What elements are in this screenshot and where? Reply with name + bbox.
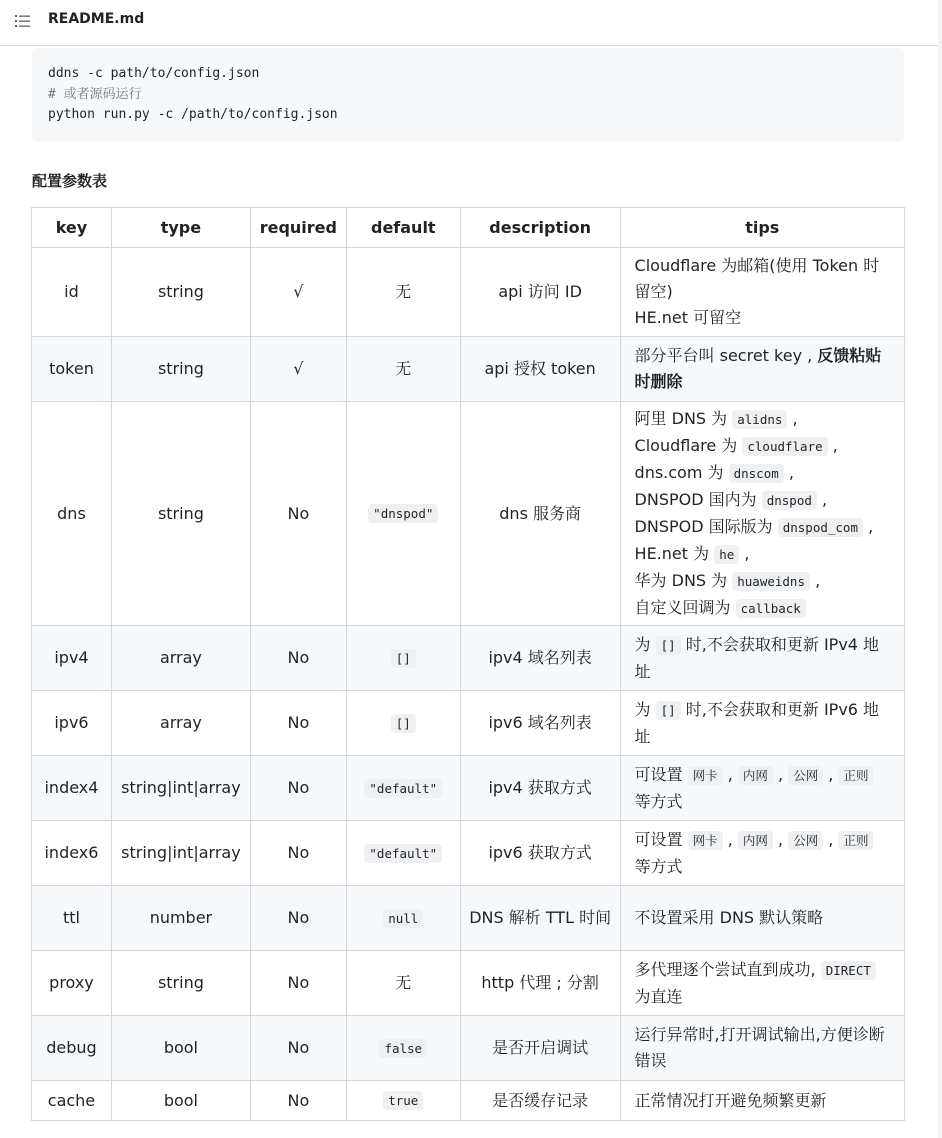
- cell-type: array: [111, 691, 250, 756]
- default-code: false: [379, 1039, 427, 1058]
- tips-text: dns.com 为: [634, 462, 729, 482]
- cell-default: [346, 691, 460, 756]
- cell-type: string: [111, 248, 250, 337]
- cell-required: No: [250, 1081, 346, 1121]
- default-code: null: [383, 909, 423, 928]
- cell-required: No: [250, 886, 346, 951]
- tips-sep: ,: [722, 829, 738, 849]
- table-row: [32, 248, 905, 337]
- cell-description: dns 服务商: [460, 402, 620, 626]
- cell-required: No: [250, 626, 346, 691]
- inline-code: 正则: [838, 831, 873, 850]
- cell-description: http 代理 ; 分割: [460, 951, 620, 1016]
- cell-tips: [620, 402, 904, 626]
- inline-code: alidns: [732, 410, 787, 429]
- tips-text: HE.net 为: [634, 543, 715, 563]
- tips-text: 可设置: [634, 764, 688, 784]
- tips-line: [635, 487, 892, 514]
- col-header-default: default: [346, 208, 460, 248]
- tips-line: Cloudflare 为邮箱(使用 Token 时留空): [634, 256, 880, 301]
- table-row: [32, 626, 905, 691]
- inline-code: 正则: [838, 766, 873, 785]
- default-code: []: [391, 649, 416, 668]
- cell-default: 无: [346, 337, 460, 402]
- cell-key: token: [32, 337, 112, 402]
- cell-default: [346, 886, 460, 951]
- cell-key: proxy: [32, 951, 112, 1016]
- cell-tips: [620, 821, 904, 886]
- cell-type: string|int|array: [111, 821, 250, 886]
- inline-code: 内网: [738, 831, 773, 850]
- tips-text: 为: [634, 699, 656, 719]
- tips-text: ,: [816, 489, 828, 509]
- tips-text: DNSPOD 国内为: [634, 489, 762, 509]
- cell-required: No: [250, 756, 346, 821]
- section-title: 配置参数表: [32, 172, 108, 190]
- tips-sep: ,: [772, 829, 789, 849]
- table-row: [32, 1016, 905, 1081]
- cell-required: No: [250, 951, 346, 1016]
- table-header-row: [32, 208, 905, 248]
- tips-text: ,: [787, 408, 798, 428]
- col-header-required: required: [250, 208, 346, 248]
- inline-code: 公网: [788, 831, 823, 850]
- file-header: [0, 0, 942, 46]
- cell-tips: 不设置采用 DNS 默认策略: [620, 886, 904, 951]
- cell-tips: [620, 248, 904, 337]
- cell-type: number: [111, 886, 250, 951]
- cell-type: string: [111, 951, 250, 1016]
- default-code: "default": [364, 844, 442, 863]
- tips-line: [635, 541, 892, 568]
- cell-required: No: [250, 821, 346, 886]
- tips-text: 多代理逐个尝试直到成功,: [634, 959, 821, 979]
- cell-required: √: [250, 248, 346, 337]
- cell-default: 无: [346, 951, 460, 1016]
- tips-sep: ,: [772, 764, 789, 784]
- code-line: python run.py -c /path/to/config.json: [48, 107, 338, 122]
- cell-type: bool: [111, 1081, 250, 1121]
- inline-code: dnscom: [729, 464, 784, 483]
- inline-code: 公网: [788, 766, 823, 785]
- cell-description: ipv6 获取方式: [460, 821, 620, 886]
- cell-key: index4: [32, 756, 112, 821]
- inline-code: dnspod: [762, 491, 817, 510]
- code-line: ddns -c path/to/config.json: [48, 66, 260, 81]
- cell-tips: [620, 756, 904, 821]
- tips-line: [635, 406, 892, 433]
- inline-code: DIRECT: [821, 961, 876, 980]
- tips-text: 可设置: [634, 829, 688, 849]
- tips-text: 时,不会获取和更新 IPv4 地址: [634, 634, 880, 681]
- cell-type: bool: [111, 1016, 250, 1081]
- scrollbar[interactable]: [938, 0, 942, 1138]
- tips-line: [635, 595, 892, 622]
- cell-tips: [620, 626, 904, 691]
- col-header-type: type: [111, 208, 250, 248]
- cell-description: api 授权 token: [460, 337, 620, 402]
- table-row: [32, 1081, 905, 1121]
- inline-code: he: [714, 545, 739, 564]
- tips-text: 阿里 DNS 为: [634, 408, 733, 428]
- col-header-key: key: [32, 208, 112, 248]
- tips-text: 时,不会获取和更新 IPv6 地址: [634, 699, 880, 746]
- cell-key: ipv4: [32, 626, 112, 691]
- table-row: [32, 691, 905, 756]
- cell-required: No: [250, 402, 346, 626]
- tips-text: ,: [739, 543, 750, 563]
- cell-type: string: [111, 402, 250, 626]
- cell-description: ipv4 域名列表: [460, 626, 620, 691]
- default-code: true: [383, 1091, 423, 1110]
- table-row: [32, 337, 905, 402]
- tips-line: [635, 568, 892, 595]
- tips-line: [635, 433, 892, 460]
- cell-key: index6: [32, 821, 112, 886]
- outline-list-icon[interactable]: [14, 12, 32, 30]
- col-header-tips: tips: [620, 208, 904, 248]
- col-header-description: description: [460, 208, 620, 248]
- cell-default: [346, 626, 460, 691]
- tips-bold: 反馈粘贴时删除: [634, 346, 882, 391]
- cell-key: dns: [32, 402, 112, 626]
- file-title: README.md: [48, 11, 145, 27]
- tips-line: [635, 514, 892, 541]
- cell-key: ttl: [32, 886, 112, 951]
- tips-sep: ,: [823, 764, 839, 784]
- cell-description: ipv6 域名列表: [460, 691, 620, 756]
- cell-required: No: [250, 691, 346, 756]
- inline-code: callback: [736, 599, 806, 618]
- cell-tips: [620, 951, 904, 1016]
- code-comment: # 或者源码运行: [48, 86, 142, 102]
- cell-default: [346, 402, 460, 626]
- cell-type: string|int|array: [111, 756, 250, 821]
- tips-text: 华为 DNS 为: [634, 570, 733, 590]
- default-code: []: [391, 714, 416, 733]
- tips-text: ,: [809, 570, 821, 590]
- inline-code: []: [656, 701, 681, 720]
- default-code: "default": [364, 779, 442, 798]
- inline-code: []: [656, 636, 681, 655]
- tips-text: 为直连: [634, 986, 683, 1006]
- cell-required: No: [250, 1016, 346, 1081]
- tips-text: 等方式: [634, 856, 683, 876]
- cell-type: string: [111, 337, 250, 402]
- cell-default: 无: [346, 248, 460, 337]
- cell-required: √: [250, 337, 346, 402]
- cell-default: [346, 1016, 460, 1081]
- table-row: [32, 886, 905, 951]
- inline-code: 内网: [738, 766, 773, 785]
- table-row: [32, 821, 905, 886]
- tips-text: ,: [783, 462, 794, 482]
- cell-key: cache: [32, 1081, 112, 1121]
- cell-tips: 运行异常时,打开调试输出,方便诊断错误: [620, 1016, 904, 1081]
- table-row: [32, 951, 905, 1016]
- code-block: [32, 48, 904, 142]
- cell-tips: 正常情况打开避免频繁更新: [620, 1081, 904, 1121]
- cell-key: debug: [32, 1016, 112, 1081]
- cell-key: id: [32, 248, 112, 337]
- tips-text: ,: [862, 516, 874, 536]
- table-row: [32, 402, 905, 626]
- tips-text: 自定义回调为: [634, 597, 736, 617]
- cell-default: [346, 756, 460, 821]
- default-code: "dnspod": [368, 504, 438, 523]
- tips-text: Cloudflare 为: [634, 435, 743, 455]
- inline-code: 网卡: [688, 831, 723, 850]
- inline-code: cloudflare: [742, 437, 827, 456]
- tips-sep: ,: [823, 829, 839, 849]
- cell-tips: [620, 691, 904, 756]
- tips-text: 等方式: [634, 791, 683, 811]
- tips-text: DNSPOD 国际版为: [634, 516, 778, 536]
- cell-description: DNS 解析 TTL 时间: [460, 886, 620, 951]
- cell-tips: [620, 337, 904, 402]
- cell-description: ipv4 获取方式: [460, 756, 620, 821]
- tips-line: HE.net 可留空: [634, 308, 742, 327]
- tips-line: [635, 460, 892, 487]
- config-params-table: [31, 207, 905, 1121]
- table-row: [32, 756, 905, 821]
- tips-sep: ,: [722, 764, 738, 784]
- tips-text: 为: [634, 634, 656, 654]
- tips-text: 部分平台叫 secret key ,: [634, 346, 818, 365]
- cell-description: 是否缓存记录: [460, 1081, 620, 1121]
- cell-type: array: [111, 626, 250, 691]
- cell-default: [346, 821, 460, 886]
- tips-text: ,: [827, 435, 838, 455]
- cell-description: api 访问 ID: [460, 248, 620, 337]
- inline-code: 网卡: [688, 766, 723, 785]
- inline-code: dnspod_com: [778, 518, 863, 537]
- cell-description: 是否开启调试: [460, 1016, 620, 1081]
- inline-code: huaweidns: [732, 572, 810, 591]
- cell-key: ipv6: [32, 691, 112, 756]
- cell-default: [346, 1081, 460, 1121]
